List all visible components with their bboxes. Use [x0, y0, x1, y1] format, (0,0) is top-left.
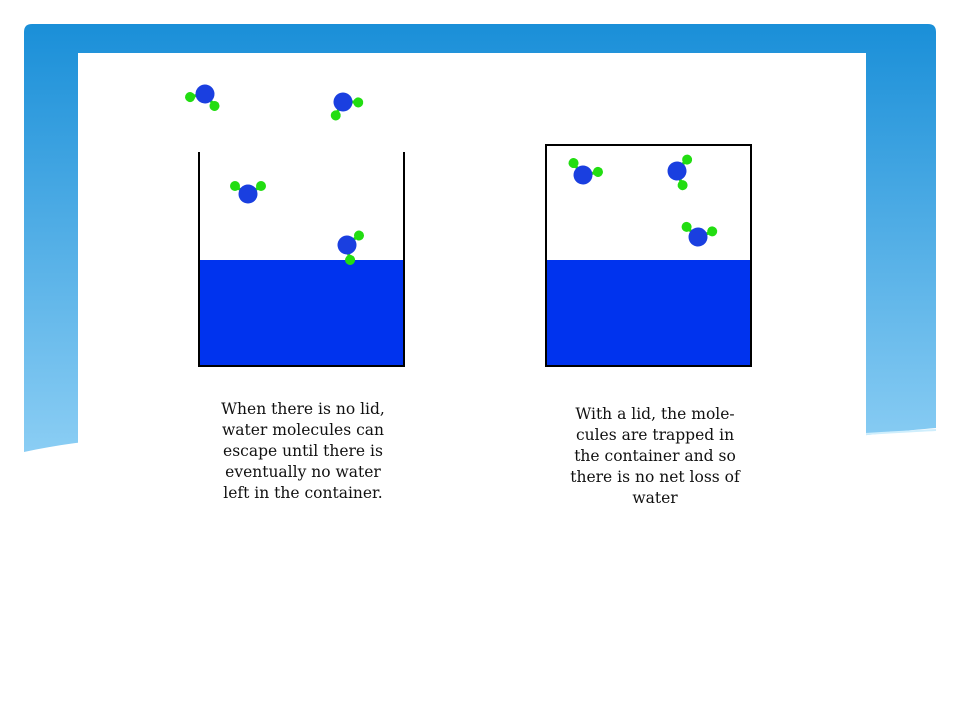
diagram-figure [78, 53, 866, 508]
water-molecule [230, 181, 266, 204]
trapped-water-molecule [665, 152, 693, 191]
closed-container-caption: With a lid, the mole- cules are trapped in the container and so there is no net loss of water [570, 405, 740, 507]
trapped-water-molecule [563, 157, 605, 190]
open-container-caption: When there is no lid, water molecules can escape until there is eventually no water left in the container. [221, 400, 385, 502]
open-container-panel [184, 79, 404, 366]
escaped-water-molecule [323, 85, 365, 122]
water-in-closed-container [546, 260, 751, 366]
water-in-open-container [199, 260, 404, 366]
escaped-water-molecule [184, 79, 226, 112]
closed-container-panel [546, 145, 751, 366]
trapped-water-molecule [679, 221, 718, 249]
